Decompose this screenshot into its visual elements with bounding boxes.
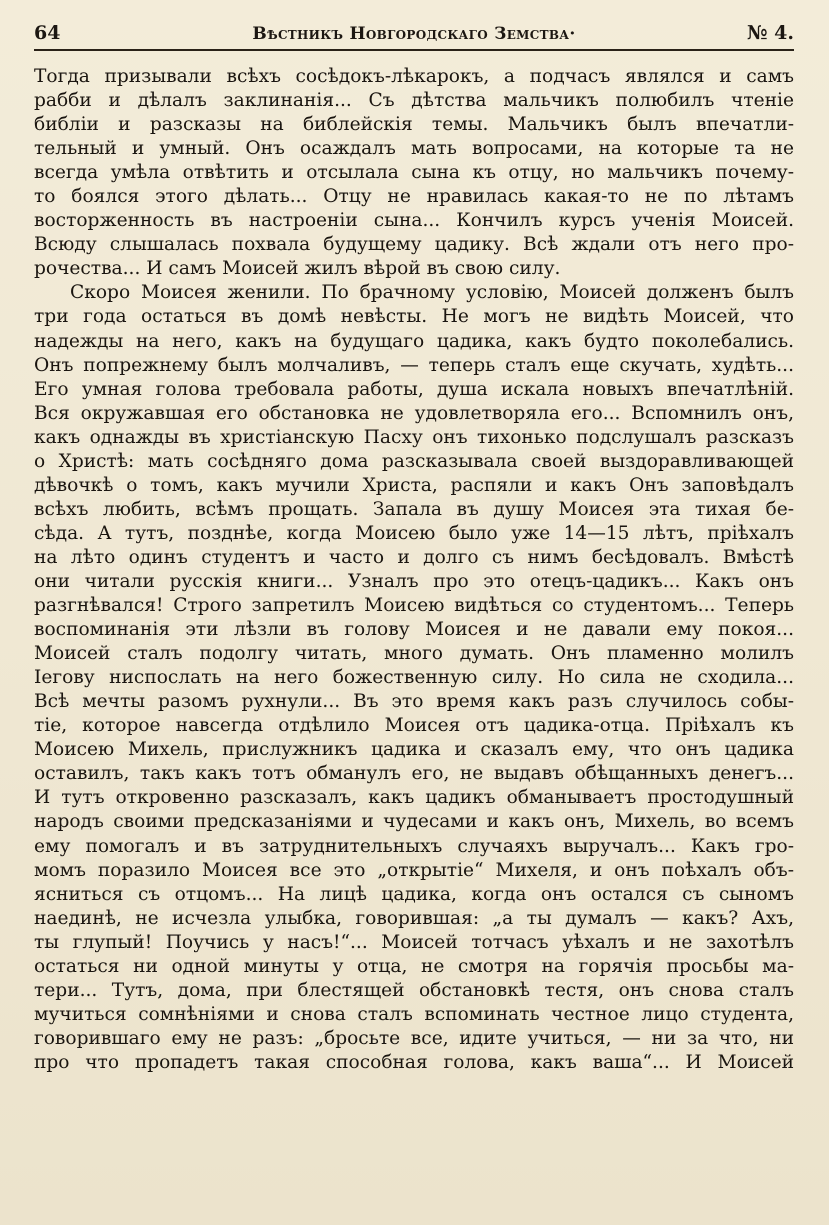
text-line: момъ поразило Моисея все это „открытіе“ Михеля, и онъ поѣхалъ объ- bbox=[34, 859, 794, 881]
text-line: тіе, которое навсегда отдѣлило Моисея отъ цадика-отца. Пріѣхалъ къ bbox=[34, 715, 794, 737]
text-line: Его умная голова требовала работы, душа искала новыхъ впечатлѣній. bbox=[34, 378, 794, 400]
text-line: какъ однажды въ христіанскую Пасху онъ тихонько подслушалъ разсказъ bbox=[34, 426, 794, 448]
text-line: рочества... И самъ Моисей жилъ вѣрой въ свою силу. bbox=[34, 258, 561, 280]
text-line: Всюду слышалась похвала будущему цадику. Всѣ ждали отъ него про- bbox=[34, 234, 794, 256]
text-line: они читали русскія книги... Узналъ про это отецъ-цадикъ... Какъ онъ bbox=[34, 570, 794, 592]
issue-number: № 4. bbox=[746, 22, 794, 44]
text-line: Скоро Моисея женили. По брачному условію, Моисей долженъ былъ bbox=[70, 282, 794, 304]
text-line: Тогда призывали всѣхъ сосѣдокъ-лѣкарокъ, а подчасъ являлся и самъ bbox=[34, 66, 794, 87]
text-line: ты глупый! Поучись у насъ!“... Моисей тотчасъ уѣхалъ и не захотѣлъ bbox=[34, 931, 794, 953]
text-line: И тутъ откровенно разсказалъ, какъ цадикъ обманываетъ простодушный bbox=[34, 787, 794, 809]
text-line: народъ своими предсказаніями и чудесами и какъ онъ, Михель, во всемъ bbox=[34, 811, 794, 833]
text-line: то боялся этого дѣлать... Отцу не нравилась какая-то не по лѣтамъ bbox=[34, 186, 794, 208]
text-line: Вся окружавшая его обстановка не удовлетворяла его... Вспомнилъ онъ, bbox=[34, 402, 794, 424]
text-line: Іегову ниспослать на него божественную силу. Но сила не сходила... bbox=[34, 667, 794, 689]
text-line: тельный и умный. Онъ осаждалъ мать вопросами, на которые та не bbox=[34, 138, 794, 160]
text-line: надежды на него, какъ на будущаго цадика, какъ будто поколебались. bbox=[34, 330, 794, 352]
text-line: тери... Тутъ, дома, при блестящей обстановкѣ тестя, онъ снова сталъ bbox=[34, 979, 794, 1001]
text-line: Всѣ мечты разомъ рухнули... Въ это время какъ разъ случилось собы- bbox=[34, 691, 794, 713]
text-line: Моисею Михель, прислужникъ цадика и сказалъ ему, что онъ цадика bbox=[34, 739, 794, 761]
text-line: про что пропадетъ такая способная голова, какъ ваша“... И Моисей bbox=[34, 1051, 794, 1073]
text-line: ясниться съ отцомъ... На лицѣ цадика, когда онъ остался съ сыномъ bbox=[34, 883, 794, 905]
text-line: ему помогалъ и въ затруднительныхъ случаяхъ выручалъ... Какъ гро- bbox=[34, 835, 794, 857]
text-line: три года остаться въ домѣ невѣсты. Не могъ не видѣть Моисей, что bbox=[34, 306, 794, 328]
header-rule bbox=[34, 49, 794, 51]
text-line: воспоминанія эти лѣзли въ голову Моисея и не давали ему покоя... bbox=[34, 619, 794, 641]
text-line: Моисей сталъ подолгу читать, много думать. Онъ пламенно молилъ bbox=[34, 643, 794, 665]
text-line: библіи и разсказы на библейскія темы. Мальчикъ былъ впечатли- bbox=[34, 114, 794, 136]
text-line: сѣда. А тутъ, позднѣе, когда Моисею было уже 14—15 лѣтъ, пріѣхалъ bbox=[34, 522, 794, 544]
text-line: наединѣ, не исчезла улыбка, говорившая: „а ты думалъ — какъ? Ахъ, bbox=[34, 907, 794, 929]
text-line: говорившаго ему не разъ: „бросьте все, идите учиться, — ни за что, ни bbox=[34, 1027, 794, 1049]
text-line: разгнѣвался! Строго запретилъ Моисею видѣться со студентомъ... Теперь bbox=[34, 595, 794, 617]
running-title: Вѣстникъ Новгородскаго Земства· bbox=[252, 24, 576, 44]
text-line: оставилъ, такъ какъ тотъ обманулъ его, не выдавъ обѣщанныхъ денегъ... bbox=[34, 763, 794, 785]
text-line: дѣвочкѣ о томъ, какъ мучили Христа, распяли и какъ Онъ заповѣдалъ bbox=[34, 474, 794, 496]
text-line: Онъ попрежнему былъ молчаливъ, — теперь сталъ еще скучать, худѣть... bbox=[34, 354, 794, 376]
page-number: 64 bbox=[34, 22, 61, 44]
text-line: на лѣто одинъ студентъ и часто и долго съ нимъ бесѣдовалъ. Вмѣстѣ bbox=[34, 546, 794, 568]
page-header bbox=[34, 18, 794, 48]
text-line: остаться ни одной минуты у отца, не смотря на горячія просьбы ма- bbox=[34, 955, 794, 977]
text-line: рабби и дѣлалъ заклинанія... Съ дѣтства мальчикъ полюбилъ чтеніе bbox=[34, 90, 794, 112]
text-line: всѣхъ любить, всѣмъ прощать. Запала въ душу Моисея эта тихая бе- bbox=[34, 498, 794, 520]
text-line: мучиться сомнѣніями и снова сталъ вспоминать честное лицо студента, bbox=[34, 1003, 794, 1025]
text-line: восторженность въ настроеніи сына... Кончилъ курсъ ученія Моисей. bbox=[34, 210, 794, 232]
text-line: всегда умѣла отвѣтить и отсылала сына къ отцу, но мальчикъ почему- bbox=[34, 162, 794, 184]
text-line: о Христѣ: мать сосѣдняго дома разсказывала своей выздоравливающей bbox=[34, 450, 794, 472]
body-text bbox=[34, 65, 794, 1075]
